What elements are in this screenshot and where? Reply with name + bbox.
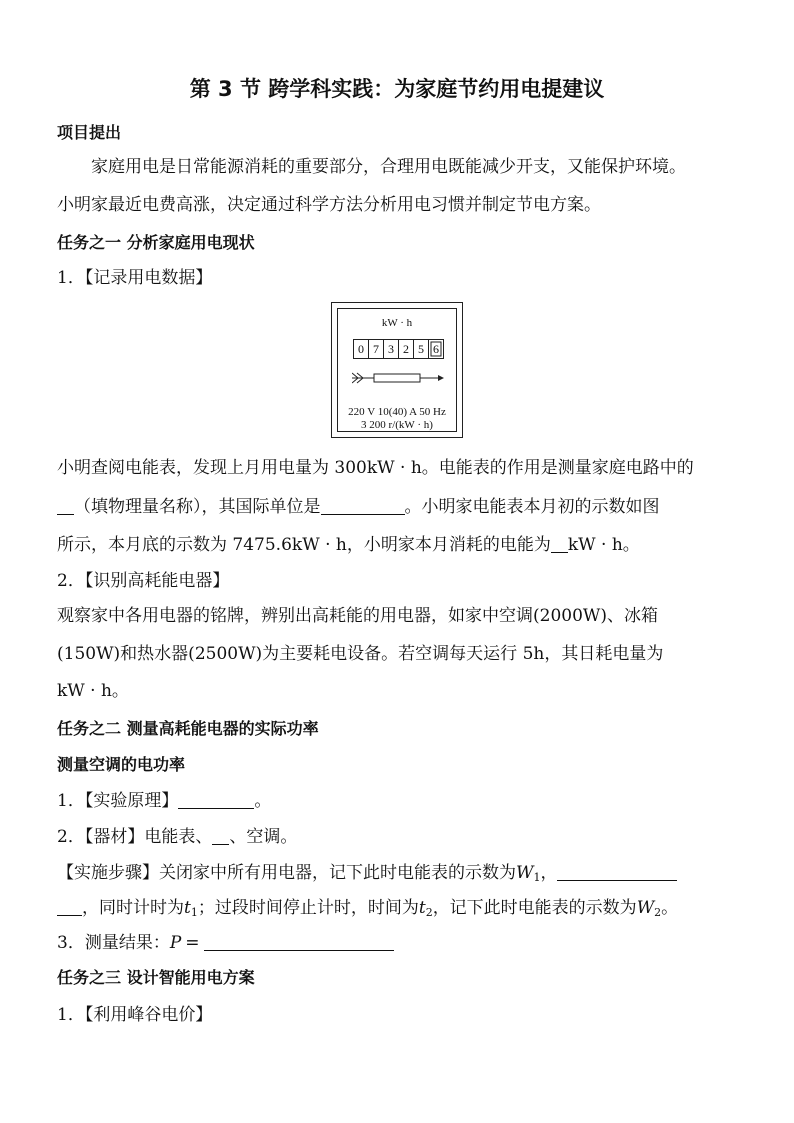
task1-text-line-2 (57, 495, 747, 519)
task1-item2-label: 2．【识别高耗能电器】 (57, 571, 230, 591)
task1-text-line-3b: kW · h。 (567, 535, 640, 555)
meter-digit: 0 (353, 339, 369, 359)
meter-rotation-arrow-icon (352, 371, 444, 385)
task1-text2-line-3: kW · h。 (57, 681, 129, 701)
task2-steps-text-b: ，同时计时为 (82, 898, 184, 918)
answer-blank-step-part-1[interactable] (557, 862, 677, 881)
subscript-1: 1 (533, 871, 541, 884)
task1-text-line-3a: 所示，本月底的示数为 7475.6kW · h，小明家本月消耗的电能为 (57, 535, 551, 555)
meter-digit-decimal: 6 (428, 339, 444, 359)
task2-steps-comma: ， (540, 863, 558, 883)
intro-paragraph-line-2: 小明家最近电费高涨，决定通过科学方法分析用电习惯并制定节电方案。 (57, 195, 601, 215)
task2-steps-text-c: ；过段时间停止计时，时间为 (197, 898, 419, 918)
task2-subheading: 测量空调的电功率 (57, 755, 186, 774)
answer-blank-result[interactable] (204, 932, 394, 951)
task1-text2-line-2: (150W)和热水器(2500W)为主要耗电设备。若空调每天运行 5h，其日耗电量为 (57, 644, 664, 664)
task3-heading: 任务之三 设计智能用电方案 (57, 968, 255, 987)
task2-heading: 任务之二 测量高耗能电器的实际功率 (57, 719, 319, 738)
meter-digit: 3 (383, 339, 399, 359)
meter-spec-text (338, 406, 456, 432)
electricity-meter-figure (331, 302, 463, 438)
meter-unit-label: kW · h (381, 317, 413, 329)
variable-t: t (184, 898, 191, 918)
answer-blank-principle[interactable] (178, 790, 254, 809)
task2-item2 (57, 825, 747, 849)
task2-item3-label: 3．测量结果： (57, 933, 170, 953)
task2-item3 (57, 931, 747, 955)
task2-item1-label: 1．【实验原理】 (57, 791, 179, 811)
subscript-2: 2 (654, 906, 662, 919)
meter-digit: 2 (398, 339, 414, 359)
variable-t: t (418, 898, 426, 918)
equals-sign: = (185, 933, 200, 953)
subscript-2: 2 (425, 906, 433, 919)
task2-steps-line-1 (57, 861, 747, 890)
meter-spec-line-2: 3 200 r/(kW · h) (361, 419, 433, 431)
answer-blank-step-part-2[interactable] (57, 897, 82, 916)
answer-blank-quantity[interactable] (57, 496, 74, 515)
task1-item1-label: 1．【记录用电数据】 (57, 268, 213, 288)
task2-steps-line-2 (57, 896, 747, 925)
task1-text2-line-1: 观察家中各用电器的铭牌，辨别出高耗能的用电器，如家中空调(2000W)、冰箱 (57, 606, 659, 626)
section-heading-project: 项目提出 (57, 123, 122, 142)
task1-heading: 任务之一 分析家庭用电现状 (57, 233, 255, 252)
task2-item2-end: 、空调。 (229, 827, 298, 847)
task2-item1 (57, 789, 747, 813)
meter-spec-line-1: 220 V 10(40) A 50 Hz (348, 406, 446, 418)
task1-text-line-2a: （填物理量名称），其国际单位是 (74, 497, 321, 517)
meter-digit-display (354, 339, 444, 359)
variable-p: P (169, 933, 182, 953)
page-title: 第 3 节 跨学科实践：为家庭节约用电提建议 (189, 77, 605, 101)
task1-text-line-1: 小明查阅电能表，发现上月用电量为 300kW · h。电能表的作用是测量家庭电路中的 (57, 458, 694, 478)
meter-digit: 5 (413, 339, 429, 359)
task1-text-line-3 (57, 533, 747, 557)
task2-steps-text-e: 。 (661, 898, 679, 918)
task2-steps-text-a: 【实施步骤】关闭家中所有用电器，记下此时电能表的示数为 (57, 863, 516, 883)
task2-item1-end: 。 (254, 791, 272, 811)
meter-panel (337, 308, 457, 432)
variable-w: W (636, 898, 655, 918)
task1-text-line-2b: 。小明家电能表本月初的示数如图 (404, 497, 660, 517)
intro-paragraph-line-1: 家庭用电是日常能源消耗的重要部分，合理用电既能减少开支，又能保护环境。 (91, 157, 686, 177)
task2-steps-text-d: ，记下此时电能表的示数为 (432, 898, 637, 918)
task3-item1-label: 1．【利用峰谷电价】 (57, 1005, 213, 1025)
meter-digit: 7 (368, 339, 384, 359)
answer-blank-equipment[interactable] (212, 826, 229, 845)
answer-blank-energy[interactable] (551, 534, 568, 553)
answer-blank-unit[interactable] (321, 496, 405, 515)
task2-item2-label: 2．【器材】电能表、 (57, 827, 213, 847)
variable-w: W (516, 863, 534, 883)
subscript-1: 1 (190, 906, 198, 919)
